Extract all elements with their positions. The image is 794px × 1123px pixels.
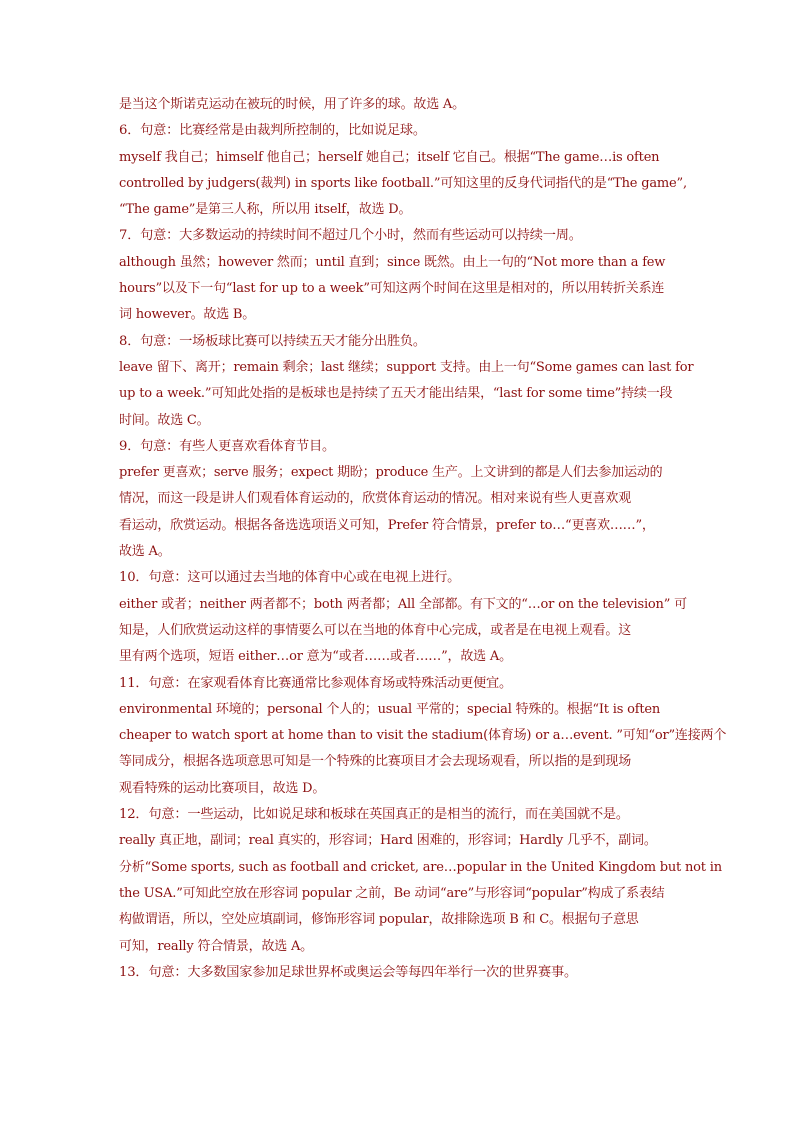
text-line: cheaper to watch sport at home than to visit the stadium(体育场) or a…event. ”可知“or”连接两个: [119, 728, 727, 744]
text-line: 里有两个选项，短语 either…or 意为“或者……或者……”，故选 A。: [119, 649, 512, 665]
text-line: 词 however。故选 B。: [119, 307, 256, 323]
text-line: the USA.”可知此空放在形容词 popular 之前，Be 动词“are”与形容词“popular”构成了系表结: [119, 885, 665, 901]
text-line: prefer 更喜欢；serve 服务；expect 期盼；produce 生产。上文讲到的都是人们去参加运动的: [119, 465, 663, 481]
text-line: either 或者；neither 两者都不；both 两者都；All 全部都。有下文的“…or on the television” 可: [119, 596, 687, 612]
text-line: environmental 环境的；personal 个人的；usual 平常的；special 特殊的。根据“It is often: [119, 701, 661, 717]
question-9-translation: 9．句意：有些人更喜欢看体育节目。: [119, 438, 335, 454]
text-line: “The game”是第三人称，所以用 itself，故选 D。: [119, 202, 412, 218]
question-13-translation: 13．句意：大多数国家参加足球世界杯或奥运会等每四年举行一次的世界赛事。: [119, 964, 577, 980]
text-line: 分析“Some sports, such as football and cricket, are…popular in the United Kingdom but not in: [119, 859, 722, 875]
question-12-translation: 12．句意：一些运动，比如说足球和板球在英国真正的是相当的流行，而在美国就不是。: [119, 807, 629, 823]
text-line: 时间。故选 C。: [119, 412, 210, 428]
text-line: controlled by judgers(裁判) in sports like football.”可知这里的反身代词指代的是“The game”,: [119, 175, 687, 191]
text-line: 知是，人们欣赏运动这样的事情要么可以在当地的体育中心完成，或者是在电视上观看。这: [119, 622, 632, 638]
text-line: really 真正地，副词；real 真实的，形容词；Hard 困难的，形容词；Hardly 几乎不，副词。: [119, 833, 657, 849]
text-line: 情况，而这一段是讲人们观看体育运动的，欣赏体育运动的情况。相对来说有些人更喜欢观: [119, 491, 632, 507]
text-line: 等同成分，根据各选项意思可知是一个特殊的比赛项目才会去现场观看，所以指的是到现场: [119, 754, 632, 770]
answer-explanation-text: [119, 92, 727, 986]
text-line: 观看特殊的运动比赛项目，故选 D。: [119, 780, 326, 796]
text-line: 构做谓语，所以，空处应填副词，修饰形容词 popular，故排除选项 B 和 C。根据句子意思: [119, 912, 639, 928]
text-line: 可知，really 符合情景，故选 A。: [119, 938, 313, 954]
question-11-translation: 11．句意：在家观看体育比赛通常比参观体育场或特殊活动更便宜。: [119, 675, 513, 691]
text-line: 故选 A。: [119, 544, 171, 560]
question-7-translation: 7．句意：大多数运动的持续时间不超过几个小时，然而有些运动可以持续一周。: [119, 228, 582, 244]
question-8-translation: 8．句意：一场板球比赛可以持续五天才能分出胜负。: [119, 333, 426, 349]
text-line: hours”以及下一句“last for up to a week”可知这两个时间在这里是相对的，所以用转折关系连: [119, 281, 665, 297]
text-line: up to a week.”可知此处指的是板球也是持续了五天才能出结果，“last for some time”持续一段: [119, 386, 673, 402]
text-line: myself 我自己；himself 他自己；herself 她自己；itself 它自己。根据“The game…is often: [119, 149, 660, 165]
text-line: 是当这个斯诺克运动在被玩的时候，用了许多的球。故选 A。: [119, 97, 465, 112]
question-6-translation: 6．句意：比赛经常是由裁判所控制的，比如说足球。: [119, 123, 426, 139]
text-line: 看运动，欣赏运动。根据各备选选项语义可知，Prefer 符合情景，prefer to…“更喜欢……”，: [119, 517, 655, 533]
question-10-translation: 10．句意：这可以通过去当地的体育中心或在电视上进行。: [119, 570, 461, 586]
text-line: although 虽然；however 然而；until 直到；since 既然。由上一句的“Not more than a few: [119, 254, 666, 270]
text-line: leave 留下、离开；remain 剩余；last 继续；support 支持。由上一句“Some games can last for: [119, 359, 694, 375]
